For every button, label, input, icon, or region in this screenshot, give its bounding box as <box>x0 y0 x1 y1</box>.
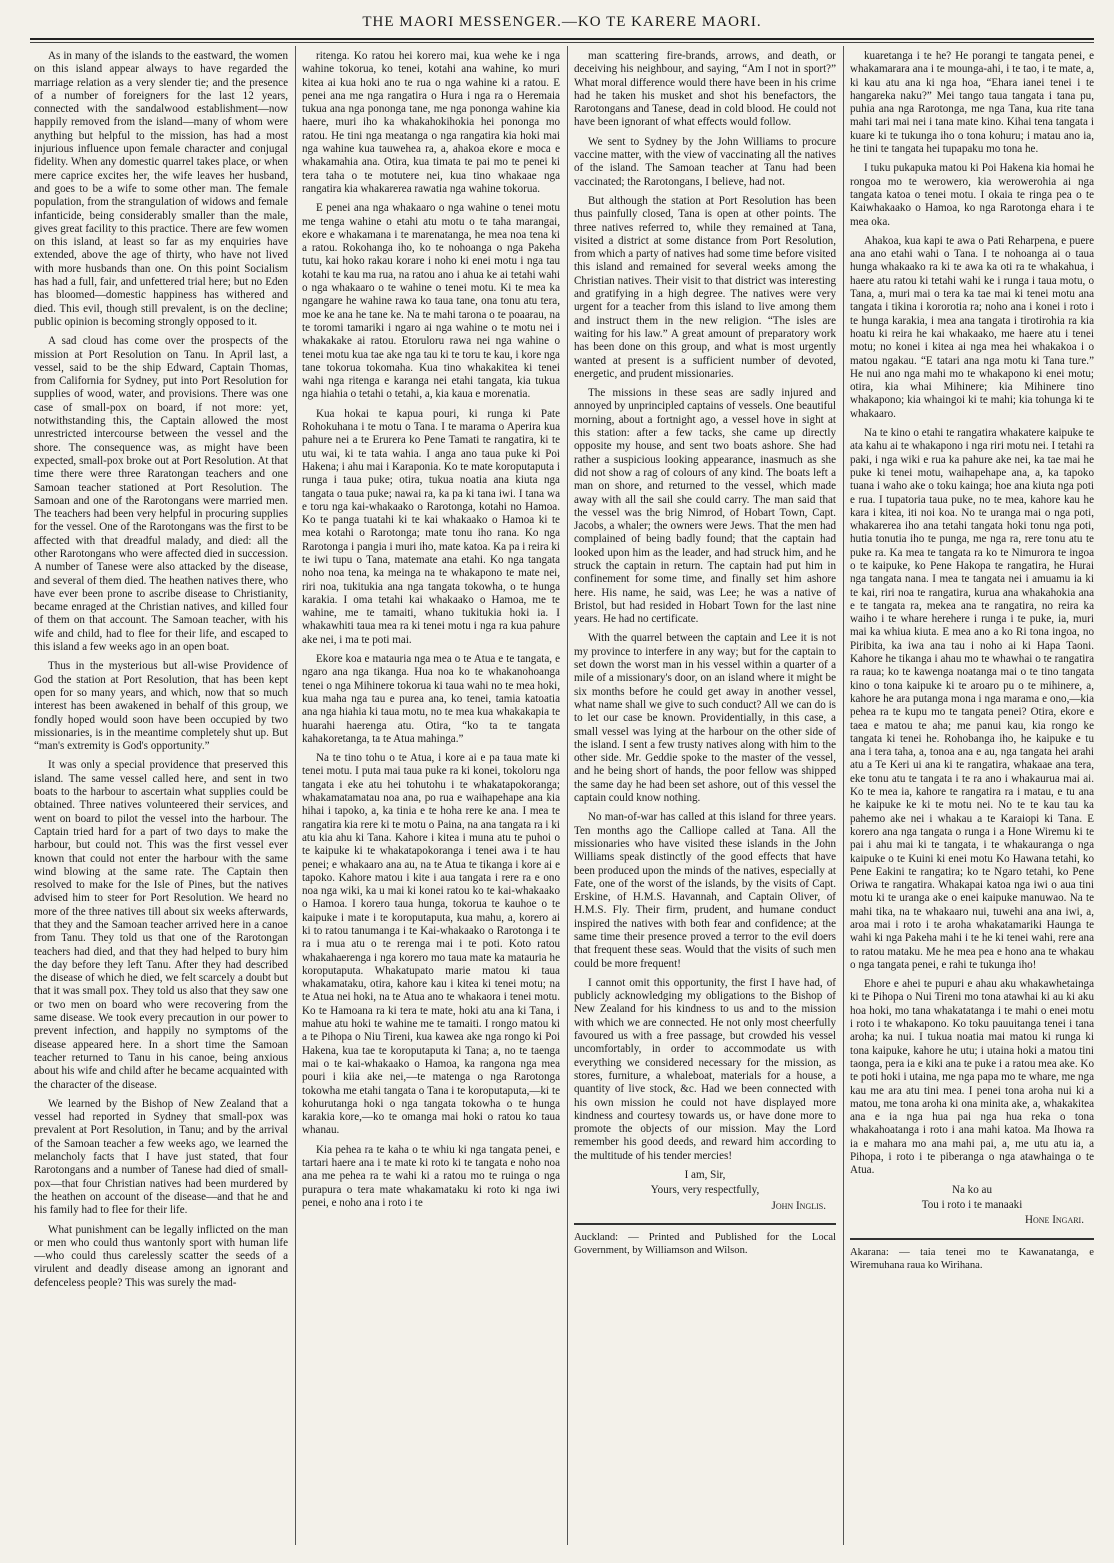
letter-closing: Tou i roto i te manaaki <box>921 1198 1023 1211</box>
paragraph: As in many of the islands to the eastward, the women on this island appear always to have regarded the marriage relation as a very slender tie; and the presence of a number of foreigners for the last 12 years, connected with the sandalwood establishment—now happily removed from the island—many of whom were anything but helpful to the mission, has had a most injurious influence upon female character and conjugal fidelity. When any domestic quarrel takes place, or when mere caprice excites her, the wife leaves her husband, and goes to be a wife to some other man. The female population, from the strangulation of widows and female infanticide, being considerably smaller than the male, gives great facility to this practice. There are few women on this island, at least so far as my enquiries have extended, above the age of thirty, who have not lived with more husbands than one. On this point Socialism has had a full, fair, and unfettered trial here; but no Eden has bloomed—domestic happiness has withered and died. This evil, though still prevalent, is on the decline; public opinion is becoming strongly opposed to it. <box>34 50 288 328</box>
paragraph: We learned by the Bishop of New Zealand that a vessel had reported in Sydney that small-pox was prevalent at Port Resolution, in Tanu; and by the arrival of the Samoan teacher a few weeks ago, we learned the melancholy facts that I have just stated, that four Rarotongans and a number of Tanese had died of small-pox—that four Christian natives had been murdered by the heathen on account of the disease—and that he and his family had to flee for their life. <box>34 1097 288 1217</box>
column-3-english <box>574 50 836 1545</box>
paragraph: Na te tino tohu o te Atua, i kore ai e pa taua mate ki tenei motu. I puta mai taua puke ra ki konei, tokoloru nga tangata i eke atu hei tohutohu i te whakatapokoranga; whakamatamatau noa ana, po rua e waihapehape ana kia hihai i tapoko, a, ka tinia e te hoha rere ke ana. I mea te rangatira kia rere ki te motu o Paina, na ana tangata ra i ki atu kia ahu ki Tana. Kahore i kitea i muna atu te puhoi o te kaipuke ki te whakatapokoranga i tenei awa i te hau penei; e whakaaro ana au, na te Atua te tikanga i kore ai e tapoko. Kahore matou i kite i aua tangata i rere ra e ono noa nga wiki, ka u mai ki konei ratou ko te kai-whakaako o Hamoa. I korero taua hunga, tokorua te kauhoe o te kaipuke i mate i te koroputaputa, kua mahu, a, korero ai ki to ratou tanumanga i te Kai-whakaako o Rarotonga i te ra i mua atu o te rerenga mai i te poti. Koto ratou whakahaerenga i nga korero mo taua mate ka matauria he koroputaputa. Whakatupato marie matou ki taua whakamataku, otira, kahore kau i kitea ki tenei motu; na te Atua nei hoki, na te Atua ano te whakaora i tenei motu. Ko te Hamoana ra ki tera te mate, hoki atu ana ki Tana, i mahue atu hoki te wahine me te tamaiti. I rongo matou ki a te Pihopa o Niu Tireni, kua kawea ake nga rongo ki Poi Hakena, kua tae te koroputaputa ki Tana; a, no te taenga mai o te kai-whakaako o Hamoa, ka rangona nga mea pouri i kiia ake nei,—te matenga o nga Rarotonga tokowha me etahi tangata o Tana i te koroputaputa,—ki te kohurutanga hoki o nga tangata tokowha o te hunga karakia kore,—ko te omanga mai hoki o ratou ko taua whanau. <box>302 752 560 1137</box>
masthead-rule <box>30 38 1094 40</box>
paragraph: We sent to Sydney by the John Williams to procure vaccine matter, with the view of vaccinating all the natives of the island. The Samoan teacher at Tanu had been vaccinated; the Rarotongans, I believe, had not. <box>574 135 836 188</box>
paragraph: No man-of-war has called at this island for three years. Ten months ago the Calliope called at Tana. All the missionaries who have visited these islands in the John Williams speak distinctly of the good effects that have been produced upon the minds of the natives, especially at Fate, one of the worst of the islands, by the visits of Capt. Erskine, of H.M.S. Havannah, and Captain Oliver, of H.M.S. Fly. Their firm, prudent, and humane conduct inspired the natives with both fear and confidence; at the same time their presence proved a terror to the evil doers that frequent these seas. Would that the visits of such men could be more frequent! <box>574 811 836 970</box>
paragraph: Kua hokai te kapua pouri, ki runga ki Pate Rohokuhana i te motu o Tana. I te marama o Aperira kua pahure nei a te Erurera ko Pene Tamati te rangatira, ki te utu wai, ki te tata wahia. I anga ano taua puke ki Poi Hakena; i ahu mai i Karaponia. Ko te mate koroputaputa i runga i taua puke; otira, tukua noatia ana kiuta nga tangata o taua puke; nawai ra, ka pa ki tana iwi. I tana wa e toru nga kai-whakaako o Rarotonga, kotahi no Hamoa. Ko te panga tuatahi ki te kai whakaako o Hamoa ki te mea kotahi o Rarotonga; mate tonu iho rana. Ko nga Rarotonga i pangia i muri iho, mate katoa. Ka pa i reira ki te iwi tupu o Tana, matemate ana etahi. Ko nga tangata noho noa tena, ka meinga na te whakapono te mate nei, riri noa, tukitukia ana nga tangata tokowha, o te hunga karakia. I oma tetahi kai whakaako o Hamoa, me te wahine, me te tamaiti, whano tukitukia hoki ia. I whakawhiti taua mea ra ki tenei motu i nga ra kua pahure ake nei, i ma te poti mai. <box>302 407 560 646</box>
signature-name: Hone Ingari. <box>1024 1214 1084 1227</box>
paragraph: kuaretanga i te he? He porangi te tangata penei, e whakamarara ana i te mounga-ahi, i te tao, i te mate, a, ki kau atu ana ki nga hoa, “Ehara ianei tenei i te hangareka naku?” Mei tango taua tangata i tana pu, puhia ana nga Rarotonga, me nga Tana, kua rite tana mahi tari mai nei i tana mate kino. Kihai tena tangata i kuare ki te tukunga iho o tona kohuru; i matau ano ia, he tini te tangata hei tupapaku mo tona he. <box>850 50 1094 156</box>
paragraph: I tuku pukapuka matou ki Poi Hakena kia homai he rongoa mo te werowero, kia werowerohia ai nga tangata katoa o tenei motu. I okaia te ringa pea o te Kaiwhakaako o Hamoa, ko nga Rarotonga ehara i te mea oka. <box>850 162 1094 228</box>
paragraph: What punishment can be legally inflicted on the man or men who could thus wantonly sport with human life—who could thus carelessly scatter the seeds of a virulent and deadly disease among an ignorant and defenceless people? This was surely the mad- <box>34 1223 288 1289</box>
paragraph: Ehore e ahei te pupuri e ahau aku whakawhetainga ki te Pihopa o Nui Tireni mo tona atawhai ki au ki aku hoa hoki, mo tana whakatatanga i te mahi o enei motu i roto i te whakapono. Ko toku pauuitanga tenei i tana aroha; ka nui. I tukua noatia mai matou ki runga ki tona kaipuke, kahore he utu; i utaina hoki a matou tini taonga, pera ia e kiki ana te puke i a ratou mea ake. Ko te poti hoki i utaina, me nga papa mo te whare, me nga kau me ara atu tini mea. I penei tona aroha nui ki a matou, me tona aroha ki ona minita ake, a, whakakitea ana e ia nga hua pai nga hua reka o tona whakahoatanga i roto i ana mahi katoa. Ma Ihowa ra ia e mahara mo ana mahi pai, a, me utu atu ia, a Pihopa, i roto i te piberanga o nga atawhainga o te Atua. <box>850 978 1094 1177</box>
masthead: THE MAORI MESSENGER.—KO TE KARERE MAORI. <box>362 14 762 30</box>
paragraph: With the quarrel between the captain and Lee it is not my province to interfere in any way; but for the captain to set down the worst man in his vessel within a quarter of a mile of a missionary's door, on an island where it might be six months before he could get away in another vessel, what name shall we give to such conduct? All we can do is to let our case be known. Providentially, in this case, a small vessel was lying at the harbour on the other side of the island. I sent a few trusty natives along with him to the other side. Mr. Geddie spoke to the master of the vessel, and he being short of hands, the poor fellow was shipped the same day he had been set ashore, out of this vessel the captain could know nothing. <box>574 632 836 805</box>
letter-closing: Yours, very respectfully, <box>650 1184 760 1197</box>
column-divider <box>567 46 568 1545</box>
paragraph: It was only a special providence that preserved this island. The same vessel called here, and sent in two boats to the harbour to ascertain what supplies could be obtained. Three natives volunteered their services, and went on board to pilot the vessel into the harbour. The Captain tried hard for a part of two days to make the harbour, but could not. This was the first vessel ever known that could not enter the harbour with the same wind blowing at the same rate. The Captain then resolved to make for the Isle of Pines, but the natives advised him to steer for Port Resolution. We heard no more of the three natives till about six weeks afterwards, that they and the Samoan teacher arrived here in a canoe from Tanu. They told us that one of the Rarotongan teachers had died, and that they had helped to bury him the day before they left Tanu. After they had described the disease of which he died, we felt scarcely a doubt but that it was small pox. They told us also that they saw one or two men on board who were recovering from the same disease. We took every precaution in our power to prevent infection, and happily no symptoms of the disease appeared here. In a short time the Samoan teacher returned to Tanu in his canoe, being anxious about his wife and child after he became acquainted with the character of the disease. <box>34 759 288 1091</box>
paragraph: Na te kino o etahi te rangatira whakatere kaipuke te ata kahu ai te whakapono i nga riri motu nei. I tetahi ra paki, i nga wiki e rua ka pahure ake nei, ka tae mai he puke ki tenei motu, waihapehape ana, a, ka tapoko tuana i waho ake o toku kainga; hoe ana kiuta nga poti e rua. I tupatoria taua puke, no te mea, kahore kau he kara i kitea, iti noi koa. No te uranga mai o nga poti, whakarerea iho ana tetahi tangata hoki tonu nga poti, hutia tonutia iho te punga, me nga ra, rere tonu atu te puke ra. Ka mea te tangata ra ko te Nimurora te ingoa o te kaipuke, ko Pene Hakopa te rangatira, he Hurai nga tangata nana. I mea te tangata nei i amuamu ia ki te kai, riri noa te rangatira, kurua ana whakahokia ana e te tangata ra, mekea ana te rangatira, no reira ka waiho i te whare herehere i runga i te puke, ia, muri mai ka whiua kiuta. E mea ano a ko Ri tona ingoa, no Piribita, ka iwa ana tau i noho ai ki Hapa Taoni. Kahore he tikanga i ahau mo te whawhai o te rangatira ra raua; ko te kawenga noatanga mai o te tino tangata kino o tona kaipuke ki te aroaro pu o te mihinere, a, kahore he ara putanga mona i nga marama e ono,—kia pehea ra te kupu mo te tangata penei? Otira, ekore e taea e matou te aha; me panui kau, kia rongo ke tangata ki tenei he. Rohobanga iho, he kaipuke e tu ana i tera taha, a, tonoa ana e au, nga tangata hei arahi atu a Te Keri ui ana ki te rangatira, whakaae ana tera, eke tonu atu te tangata i te ra ano i whakaurua mai ai. Ko te mea ia, kahore te rangatira ra i matau, e tu ana he kaipuke ke ki te motu nei. No te te kau tau ka pahemo ake nei i whakau a te Karaiopi ki Tana. E korero ana nga tangata o runga i a Hone Wiremu ki te pai i ahu mai ki te tangata, i te whakauranga o nga kaipuke o te Kuini ki enei motu Ko Hawana tetahi, ko Pene Eakini te rangatira; ko te Ngaro tetahi, ko Pene Oriwa te rangatira. Whakapai katoa nga iwi o aua tini motu ki te uranga ake o enei kaipuke manuwao. Na te mahi tika, na te whakaaro nui, tuwehi ana ana iwi, a, aroa mai i roto i te aroha whakatamariki Haunga te wahi ki nga Pakeha mahi i te he ki tenei wahi, rere ana to ratou mataku. Me he mea pea e hono ana te whakau o nga tangata penei, e rahi te tukunga iho! <box>850 427 1094 971</box>
paragraph: ritenga. Ko ratou hei korero mai, kua wehe ke i nga wahine tokorua, ko tenei, kotahi ana wahine, ko muri kitea ai kua hoki ano te rua o nga wahine ki a ratou. E penei ana me nga rangatira o Hura i nga ra o Heremaia tukua ana nga pononga tane, me nga pononga wahine kia haere, muri iho ka whakahokihokia hei pononga mo ratou. He tini nga meatanga o nga rangatira kia hoki mai nga wahine kua tauwehea ra, a, ahakoa ekore e moca e whakamahia ana. Otira, kua timata te pai mo te penei ki tera taha o te motutere nei, kua tino whakaae nga rangatira kia whakarerea rawatia nga wahine tokorua. <box>302 50 560 195</box>
column-divider <box>843 46 844 1545</box>
paragraph: Kia pehea ra te kaha o te whiu ki nga tangata penei, e tartari haere ana i te mate ki roto ki te tangata e noho noa ana me pehea ra te wahi ki a ratou mo te ruinga o nga purapura o tera mate whakamataku ki roto ki nga iwi penei, e noho ana i roto i te <box>302 1143 560 1209</box>
imprint: Akarana: — taia tenei mo te Kawanatanga, e Wiremuhana raua ko Wirihana. <box>850 1246 1094 1271</box>
masthead-rule-thin <box>30 42 1094 43</box>
paragraph: The missions in these seas are sadly injured and annoyed by unprincipled captains of vessels. One beautiful morning, about a fortnight ago, a vessel hove in sight at this station: after a few tacks, she came up directly opposite my house, and sent two boats ashore. She had rather a suspicious looking appearance, inasmuch as she did not show a rag of colours of any kind. The boats left a man on shore, and returned to the vessel, which made away with all the sail she could carry. The man said that the vessel was the brig Nimrod, of Hobart Town, Capt. Jacobs, a whaler; the owners were Jews. That the men had complained of being badly found; that the captain had looked upon him as the leader, and had struck him, and he struck the captain in return. The captain had put him in confinement for some time, and finally set him ashore here. His name, he said, was Lee; he was a native of Bristol, but had resided in Hobart Town for the last nine years. He had no certificate. <box>574 387 836 626</box>
paragraph: Thus in the mysterious but all-wise Providence of God the station at Port Resolution, that has been kept open for so many years, and which, now that so much interest has been awakened in behalf of this group, we fondly hoped would soon have been occupied by two missionaries, is in the meantime completely shut up. But “man's extremity is God's opportunity.” <box>34 660 288 753</box>
paragraph: E penei ana nga whakaaro o nga wahine o tenei motu me tenga wahine o etahi atu motu o te taha marangai, ekore e whakamana i te marenatanga, he mea noa tena ki a ratou. Rokohanga iho, ko te nohoanga o nga Pakeha tutu, kai hoko rakau korare i noho ki enei motu i nga tau kotahi te kau ma rua, na ratou ano i ahua ke ai tetahi wahi o nga whakaaro o te wahine o tenei motu. Ki te mea ka ngangare he wahine rawa ko taua tane, ona tonu atu tera, moe ke ana he tane ke. Na te mahi tarona o te poaarau, na te toromi tamariki i ngaro ai nga wahine o te motu nei i whakakake ai ratou. Etoruloru rawa nei nga wahine o tenei motu kua tae ake nga tau ki te toru te kau, i kore nga tane tokorua tokomaha. Kua tino whakakitea ki tenei wahi nga ritenga e karanga nei etahi tangata, kia tukua nga hiahia o tetahi o tetahi, a, kia kaua e morenatia. <box>302 202 560 401</box>
column-1-english <box>34 50 288 1545</box>
paragraph: A sad cloud has come over the prospects of the mission at Port Resolution on Tanu. In April last, a vessel, said to be the ship Edward, Captain Thomas, from California for Sydney, put into Port Resolution for supplies of wood, water, and provisions. There was one case of small-pox on board, if not more: yet, notwithstanding this, the Captain allowed the most unrestricted intercourse between the vessel and the shore. The consequence was, as might have been expected, small-pox broke out at Port Resolution. At that time there were three Raratongan teachers and one Samoan teacher stationed at Port Resolution. The Samoan and one of the Rarotongans were married men. The teachers had been very helpful in procuring supplies for the vessel. One of the Rarotongans was the first to be affected with that dreadful malady, and died: all the other Rarotongans who were affected died in succession. A number of Tanese were also attacked by the disease, and several of them died. The heathen natives there, who have ever been prone to ascribe disease to Christianity, became enraged at the Christian natives, and killed four of them on that account. The Samoan teacher, with his wife and child, had to flee for their life, and escaped to this island a few weeks ago in an open boat. <box>34 335 288 654</box>
imprint-rule <box>850 1238 1094 1240</box>
imprint-rule <box>574 1223 836 1225</box>
column-2-maori <box>302 50 560 1545</box>
paragraph: I cannot omit this opportunity, the first I have had, of publicly acknowledging my obligations to the Bishop of New Zealand for his kindness to us and to the mission with which we are connected. He not only most cheerfully favoured us with a free passage, but crowded his vessel uncomfortably, in order to accommodate us with everything we considered necessary for the mission, as stores, furniture, a whaleboat, materials for a house, a quantity of live stock, &c. Had we been connected with his own mission he could not have displayed more kindness and courtesy towards us, or have done more to promote the objects of our mission. May the Lord remember his good deeds, and reward him according to the multitude of his tender mercies! <box>574 976 836 1162</box>
paragraph: Ekore koa e matauria nga mea o te Atua e te tangata, e ngaro ana nga tikanga. Hua noa ko te whakanohoanga tenei o nga Mihinere tokorua ki taua wahi no te mea hoki, kua maha nga tau e purea ana, ko tenei, tamia katoatia ana nga hiahia ki taua motu, no te mea kua whakakapia te huarahi haerenga atu. Otira, “ko ta te tangata kahakoretanga, ta te Atua mahinga.” <box>302 653 560 745</box>
paragraph: Ahakoa, kua kapi te awa o Pati Reharpena, e puere ana ano etahi wahi o Tana. I te nohoanga ai o taua hunga whakaako ra ki te awa ka oti ra te whakahua, i haere atu ratou ki tetahi wahi ke i runga i taua motu, o Tana, a, muri mai o tera ka tae mai ki tenei motu ana tangata i tikina i kororotia ra; noho ana i konei i roto i te hunga karakia, i mea ana tangata i tirotirohia ra kia hoatu ki reira he kai whakaako, me haere atu i tenei motu; no konei i kitea ai nga mea hei whakakoa i o matou ngakau. “E tatari ana nga motu ki Tana ture.” He nui ano nga mahi mo te whakapono ki enei motu; otira, kia whai Mihinere; kia Mihinere tino whakapono; kia whaingoi ki te mahi; kia tohunga ki te whakaaro. <box>850 234 1094 420</box>
letter-salutation: I am, Sir, <box>684 1169 726 1182</box>
letter-salutation: Na ko au <box>951 1183 993 1196</box>
imprint: Auckland: — Printed and Published for the Local Government, by Williamson and Wilson. <box>574 1231 836 1257</box>
column-4-maori <box>850 50 1094 1545</box>
paragraph: But although the station at Port Resolution has been thus painfully closed, Tana is open at other points. The three natives referred to, while they remained at Tana, visited a district at some distance from Port Resolution, from which a party of natives had some time before visited this island and remained for several weeks among the Christian natives. Their visit to that district was interesting and gratifying in a high degree. The natives were very urgent for a teacher from this island to live among them and instruct them in the new religion. “The isles are waiting for his law.” A great amount of preparatory work has been done on this group, and what is most urgently wanted at present is a sufficient number of devoted, energetic, and prudent missionaries. <box>574 194 836 380</box>
column-divider <box>295 46 296 1545</box>
signature-name: John Inglis. <box>771 1199 826 1212</box>
paragraph: man scattering fire-brands, arrows, and death, or deceiving his neighbour, and saying, “Am I not in sport?” What moral difference would there have been in his crime had he taken his musket and shot his benefactors, the Rarotongans and Tanese, dead in cold blood. He could not have been ignorant of what effects would follow. <box>574 50 836 129</box>
